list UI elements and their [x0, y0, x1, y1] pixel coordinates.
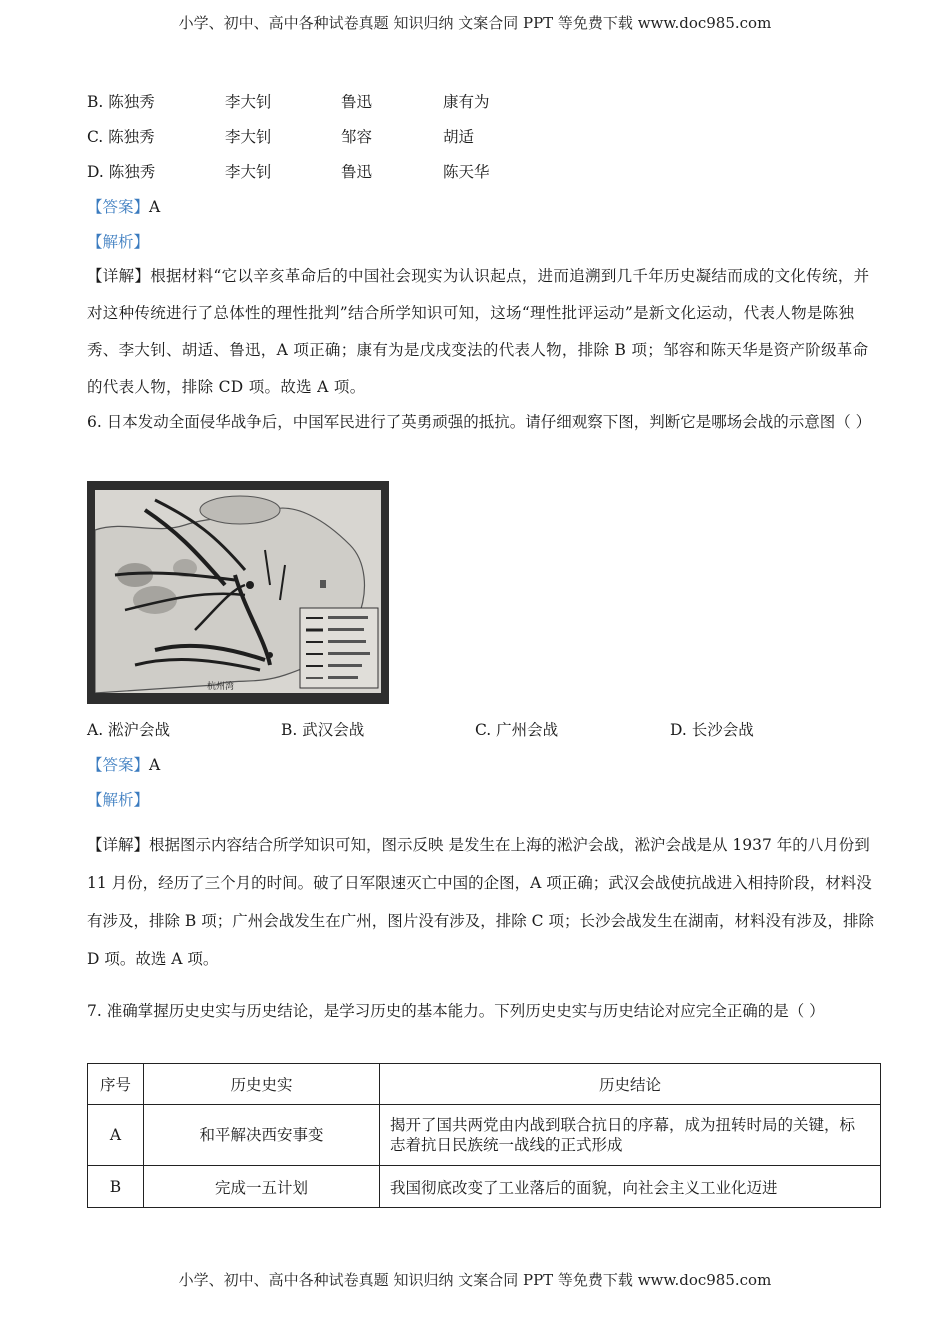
- page-footer: 小学、初中、高中各种试卷真题 知识归纳 文案合同 PPT 等免费下载 www.doc985.com: [178, 1271, 772, 1289]
- q6-analysis-tag: 【解析】: [87, 791, 150, 809]
- answer-tag: 【答案】: [87, 198, 150, 216]
- detail-text: 根据图示内容结合所学知识可知，图示反映 是发生在上海的淞沪会战，淞沪会战是从 1937 年的八月份到 11 月份，经历了三个月的时间。破了日军限速灭亡中国的企图，A 项正确；武汉会战使抗战进入相持阶段，材料没有涉及，排除 B 项；广州会战发生在广州，图片没有涉及，排除 C 项；长沙会战发生在湖南，材料没有涉及，排除 D 项。故选 A 项。: [87, 836, 874, 968]
- choice-c: C. 广州会战: [475, 721, 559, 739]
- detail-tag: 【详解】: [87, 836, 150, 854]
- detail-text: 根据材料“它以辛亥革命后的中国社会现实为认识起点，进而追溯到几千年历史凝结而成的文化传统，并对这种传统进行了总体性的理性批判”结合所学知识可知，这场“理性批评运动”是新文化运动，代表人物是陈独秀、李大钊、胡适、鲁迅，A 项正确；康有为是戊戌变法的代表人物，排除 B 项；邹容和陈天华是资产阶级革命的代表人物，排除 CD 项。故选 A 项。: [87, 267, 870, 396]
- option-label: B. 陈独秀: [87, 93, 155, 111]
- option-name-3: 鲁迅: [341, 163, 373, 181]
- cell-fact: 完成一五计划: [144, 1166, 380, 1208]
- battle-map-image: [87, 481, 389, 704]
- table-row: [88, 1105, 881, 1166]
- choice-d: D. 长沙会战: [670, 721, 754, 739]
- q5-answer: [87, 195, 160, 217]
- answer-tag: 【答案】: [87, 756, 150, 774]
- q6-answer: [87, 753, 160, 775]
- map-area: [95, 490, 381, 693]
- cell-seq: B: [88, 1166, 144, 1208]
- option-name-2: 李大钊: [225, 93, 272, 111]
- option-name-4: 陈天华: [443, 163, 490, 181]
- page-header: 小学、初中、高中各种试卷真题 知识归纳 文案合同 PPT 等免费下载 www.doc985.com: [178, 14, 772, 32]
- choice-b: B. 武汉会战: [281, 721, 365, 739]
- q7-stem: 7. 准确掌握历史史实与历史结论，是学习历史的基本能力。下列历史史实与历史结论对应完全正确的是（ ）: [87, 1002, 825, 1020]
- answer-value: A: [149, 198, 161, 216]
- detail-tag: 【详解】: [87, 267, 151, 285]
- header-conclusion: 历史结论: [380, 1064, 881, 1105]
- header-seq: 序号: [88, 1064, 144, 1105]
- table-row: [88, 1166, 881, 1208]
- q5-analysis-tag: 【解析】: [87, 233, 150, 251]
- option-label: D. 陈独秀: [87, 163, 156, 181]
- option-name-3: 邹容: [341, 128, 373, 146]
- q6-detail: [87, 826, 877, 978]
- q7-table: [87, 1063, 881, 1208]
- cell-conclusion: 我国彻底改变了工业落后的面貌，向社会主义工业化迈进: [380, 1166, 881, 1208]
- q6-choices: [87, 718, 847, 742]
- q5-detail: [87, 258, 877, 406]
- option-label: C. 陈独秀: [87, 128, 155, 146]
- option-name-3: 鲁迅: [341, 93, 373, 111]
- cell-fact: 和平解决西安事变: [144, 1105, 380, 1166]
- table-header-row: [88, 1064, 881, 1105]
- cell-seq: A: [88, 1105, 144, 1166]
- option-name-2: 李大钊: [225, 128, 272, 146]
- answer-value: A: [149, 756, 161, 774]
- header-fact: 历史史实: [144, 1064, 380, 1105]
- cell-conclusion: 揭开了国共两党由内战到联合抗日的序幕，成为扭转时局的关键，标志着抗日民族统一战线的正式形成: [380, 1105, 881, 1166]
- choice-a: A. 淞沪会战: [87, 721, 171, 739]
- map-place-label: 杭州湾: [207, 682, 235, 692]
- map-drawing: [95, 490, 381, 693]
- q6-stem: 6. 日本发动全面侵华战争后，中国军民进行了英勇顽强的抵抗。请仔细观察下图，判断它是哪场会战的示意图（ ）: [87, 413, 872, 431]
- option-name-2: 李大钊: [225, 163, 272, 181]
- option-name-4: 康有为: [443, 93, 490, 111]
- option-name-4: 胡适: [443, 128, 475, 146]
